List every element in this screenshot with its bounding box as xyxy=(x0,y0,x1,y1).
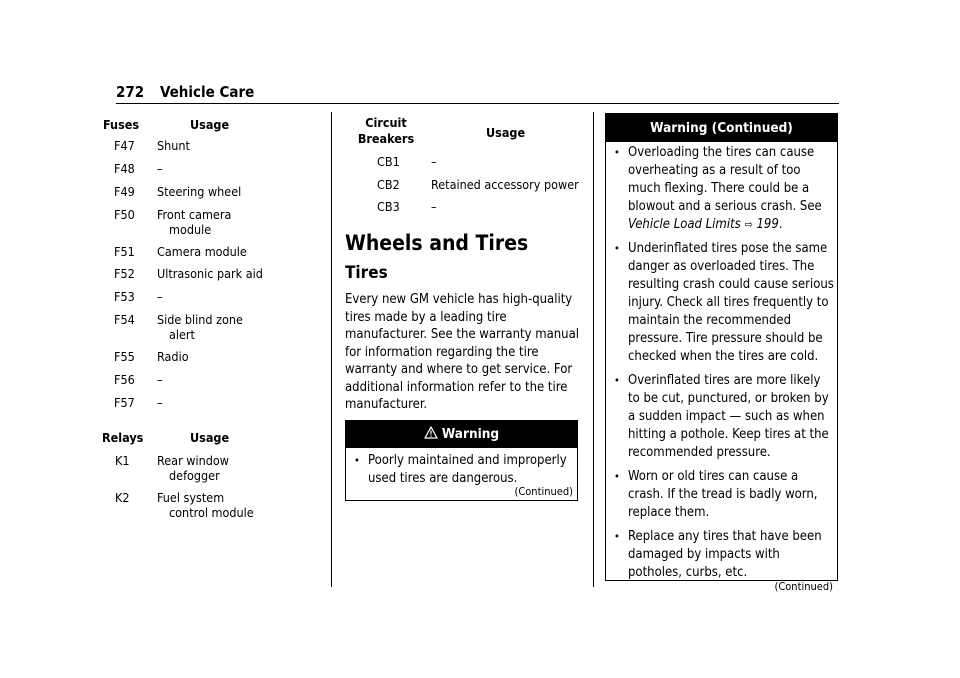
fuse-usage-cont: module xyxy=(169,222,212,237)
bullet-dot: • xyxy=(614,242,620,255)
breakers-header-usage: Usage xyxy=(486,125,526,140)
paragraph-line: additional information refer to the tire xyxy=(345,379,568,395)
bullet-line: maintain the recommended xyxy=(628,313,792,328)
page-header xyxy=(116,83,254,101)
relay-usage-cont: control module xyxy=(169,505,254,520)
cross-reference-text[interactable]: Vehicle Load Limits xyxy=(628,217,741,232)
fuse-id: F54 xyxy=(114,312,135,327)
breaker-id: CB3 xyxy=(377,199,400,214)
fuse-id: F47 xyxy=(114,138,135,153)
relay-id: K1 xyxy=(115,453,130,468)
breaker-usage: – xyxy=(431,154,437,169)
warning-title-bar xyxy=(346,421,577,448)
bullet-line: pressure. Tire pressure should be xyxy=(628,331,823,346)
continued-label: (Continued) xyxy=(774,580,833,593)
breaker-id: CB1 xyxy=(377,154,400,169)
paragraph-line: manufacturer. xyxy=(345,397,428,412)
fuse-id: F56 xyxy=(114,372,135,387)
warning-bullet xyxy=(606,144,837,234)
fuse-usage: Steering wheel xyxy=(157,184,242,199)
section-name: Vehicle Care xyxy=(160,83,255,101)
paragraph-line: manufacturer. See the warranty manual xyxy=(345,327,580,342)
breaker-usage: – xyxy=(431,199,437,214)
fuse-usage: Side blind zone xyxy=(157,312,243,327)
breaker-id: CB2 xyxy=(377,177,400,192)
bullet-line: Overloading the tires can cause xyxy=(628,145,815,160)
warning-bullet xyxy=(606,372,837,462)
relays-header-relays: Relays xyxy=(102,430,144,445)
fuses-header-usage: Usage xyxy=(190,117,230,132)
fuses-header-fuses: Fuses xyxy=(103,117,140,132)
fuse-usage: Shunt xyxy=(157,138,190,153)
bullet-dot: • xyxy=(614,146,620,159)
fuse-id: F50 xyxy=(114,207,135,222)
fuse-usage: Ultrasonic park aid xyxy=(157,266,263,281)
fuse-usage: Camera module xyxy=(157,244,247,259)
relay-usage-cont: defogger xyxy=(169,468,220,483)
warning-bullet xyxy=(606,468,837,522)
tires-paragraph xyxy=(345,291,585,414)
sentence-end: . xyxy=(778,217,783,232)
relay-usage: Rear window xyxy=(157,453,229,468)
paragraph-line: tires made by a leading tire xyxy=(345,309,507,325)
fuse-usage: – xyxy=(157,161,163,176)
subsection-title: Tires xyxy=(345,263,388,283)
section-title: Wheels and Tires xyxy=(345,231,529,255)
bullet-dot: • xyxy=(614,374,620,387)
fuse-usage: – xyxy=(157,289,163,304)
paragraph-line: warranty and where to get service. For xyxy=(345,362,573,377)
header-rule xyxy=(116,103,839,104)
fuse-usage-cont: alert xyxy=(169,327,195,342)
bullet-line: Underinflated tires pose the same xyxy=(628,241,828,256)
bullet-line: much flexing. There could be a xyxy=(628,181,810,196)
bullet-line: used tires are dangerous. xyxy=(368,471,518,486)
fuse-id: F55 xyxy=(114,349,135,364)
fuse-usage: Front camera xyxy=(157,207,232,222)
fuse-id: F51 xyxy=(114,244,135,259)
page-ref-arrow-icon: ⇨ xyxy=(744,218,753,231)
warning-bullet xyxy=(606,528,837,582)
fuse-id: F53 xyxy=(114,289,135,304)
fuse-id: F48 xyxy=(114,161,135,176)
fuse-id: F49 xyxy=(114,184,135,199)
column-divider-right xyxy=(593,112,594,587)
warning-bullet xyxy=(606,240,837,366)
warning-title: Warning xyxy=(441,426,500,442)
bullet-line: potholes, curbs, etc. xyxy=(628,565,748,580)
bullet-line: recommended pressure. xyxy=(628,445,771,460)
bullet-line: injury. Check all tires frequently to xyxy=(628,295,829,310)
breaker-usage: Retained accessory power xyxy=(431,177,579,192)
page-number: 272 xyxy=(116,83,145,101)
bullet-line: blowout and a serious crash. See xyxy=(628,199,822,214)
relay-usage: Fuel system xyxy=(157,490,225,505)
continued-label: (Continued) xyxy=(514,485,573,498)
bullet-line: hitting a pothole. Keep tires at the xyxy=(628,427,829,442)
bullet-line: Overinflated tires are more likely xyxy=(628,373,821,388)
bullet-line: Replace any tires that have been xyxy=(628,529,822,544)
fuse-usage: Radio xyxy=(157,349,189,364)
warning-box xyxy=(345,420,578,501)
bullet-line: checked when the tires are cold. xyxy=(628,349,819,364)
warning-continued-title-bar xyxy=(606,114,837,142)
breakers-header-line1: Circuit xyxy=(365,115,407,130)
bullet-line: Poorly maintained and improperly xyxy=(368,453,567,468)
warning-continued-title: Warning (Continued) xyxy=(650,120,793,136)
bullet-dot: • xyxy=(354,454,360,467)
bullet-line: Worn or old tires can cause a xyxy=(628,469,799,484)
fuse-id: F52 xyxy=(114,266,135,281)
warning-bullet xyxy=(346,452,577,488)
breakers-header-line2: Breakers xyxy=(357,131,415,146)
paragraph-line: Every new GM vehicle has high-quality xyxy=(345,292,573,307)
bullet-line: damaged by impacts with xyxy=(628,547,780,562)
warning-continued-box xyxy=(605,113,838,593)
fuse-usage: – xyxy=(157,372,163,387)
bullet-line-ref xyxy=(628,216,837,234)
bullet-line: to be cut, punctured, or broken by xyxy=(628,391,829,406)
paragraph-line: for information regarding the tire xyxy=(345,344,539,360)
cross-reference-page[interactable]: 199 xyxy=(756,217,779,232)
bullet-line: replace them. xyxy=(628,505,710,520)
bullet-line: danger as overloaded tires. The xyxy=(628,259,815,274)
column-divider-left xyxy=(331,112,332,587)
bullet-dot: • xyxy=(614,530,620,543)
fuse-usage: – xyxy=(157,395,163,410)
bullet-line: overheating as a result of too xyxy=(628,163,801,178)
bullet-dot: • xyxy=(614,470,620,483)
bullet-line: a sudden impact — such as when xyxy=(628,409,825,424)
bullet-line: resulting crash could cause serious xyxy=(628,277,834,292)
relays-header-usage: Usage xyxy=(190,430,230,445)
relay-id: K2 xyxy=(115,490,130,505)
bullet-line: crash. If the tread is badly worn, xyxy=(628,487,818,502)
warning-triangle-icon xyxy=(424,426,438,439)
fuse-id: F57 xyxy=(114,395,135,410)
